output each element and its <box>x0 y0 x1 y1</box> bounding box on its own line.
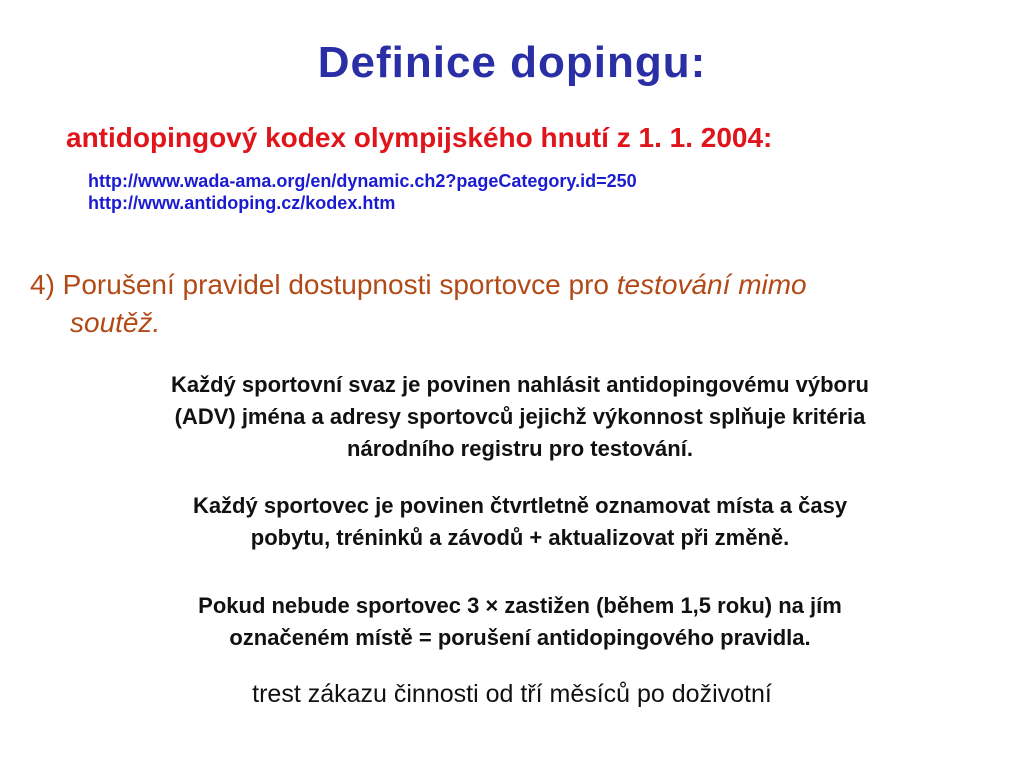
rule-point-text: 4) Porušení pravidel dostupnosti sportovce pro <box>30 269 617 300</box>
paragraph-line: (ADV) jména a adresy sportovců jejichž výkonnost splňuje kritéria <box>174 404 866 429</box>
penalty-text: trest zákazu činnosti od tří měsíců po doživotní <box>252 680 772 708</box>
rule-point-4 <box>30 266 1000 342</box>
rule-point-emphasis: testování mimo <box>616 269 807 300</box>
reference-links <box>88 170 968 214</box>
link-wada[interactable]: http://www.wada-ama.org/en/dynamic.ch2?pageCategory.id=250 <box>88 171 637 191</box>
paragraph-line: Pokud nebude sportovec 3 × zastižen (během 1,5 roku) na jím <box>198 593 842 618</box>
slide-title: Definice dopingu: <box>317 38 707 87</box>
paragraph-line: pobytu, tréninků a závodů + aktualizovat při změně. <box>250 525 790 550</box>
paragraph-line: Každý sportovec je povinen čtvrtletně oznamovat místa a časy <box>192 493 848 518</box>
paragraph-line: Každý sportovní svaz je povinen nahlásit antidopingovému výboru <box>170 372 869 397</box>
paragraph-whereabouts <box>40 490 1000 554</box>
slide-subtitle: antidopingový kodex olympijského hnutí z 1. 1. 2004: <box>66 122 773 153</box>
paragraph-missed-tests <box>40 590 1000 654</box>
paragraph-line: označeném místě = porušení antidopingového pravidla. <box>229 625 811 650</box>
rule-point-emphasis-cont: soutěž. <box>70 307 161 338</box>
link-antidoping[interactable]: http://www.antidoping.cz/kodex.htm <box>88 193 396 213</box>
paragraph-registration <box>40 369 1000 465</box>
paragraph-line: národního registru pro testování. <box>347 436 693 461</box>
